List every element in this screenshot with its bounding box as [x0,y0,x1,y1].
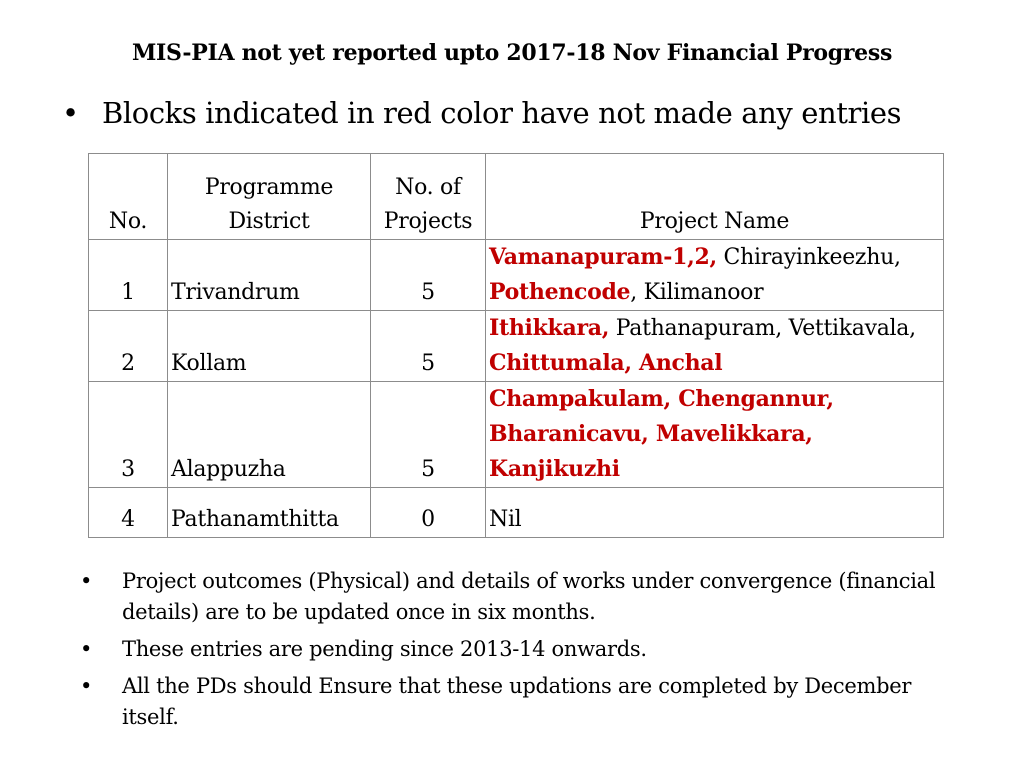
project-name-part: Champakulam, Chengannur, Bharanicavu, Mavelikkara, Kanjikuzhi [489,386,834,482]
project-name-part: Chittumala, Anchal [489,350,723,376]
project-name-part: , Kilimanoor [630,280,764,305]
project-name-part: Pathanapuram, Vettikavala, [609,316,916,341]
row-project-names [486,488,944,538]
row-district: Trivandrum [168,240,371,311]
row-project-names [486,240,944,311]
table-row [89,240,944,311]
row-district: Alappuzha [168,382,371,488]
note-item [80,566,960,628]
row-projects: 5 [371,382,486,488]
row-project-names [486,382,944,488]
header-district: Programme District [168,154,371,240]
project-name-part: Ithikkara, [489,315,610,341]
note-text: Project outcomes (Physical) and details of works under convergence (financial details) are to be updated once in six months. [122,569,936,624]
bullet-dot-icon: • [80,637,93,661]
note-text: All the PDs should Ensure that these updations are completed by December itself. [122,674,912,729]
main-bullet-text: Blocks indicated in red color have not made any entries [102,96,902,130]
bullet-dot-icon: • [62,96,79,130]
table-header-row [89,154,944,240]
slide-title: MIS-PIA not yet reported upto 2017-18 Nov Financial Progress [131,40,893,66]
bullet-dot-icon: • [80,674,93,698]
row-district: Pathanamthitta [168,488,371,538]
project-name-part: Vamanapuram-1,2, [489,244,717,270]
note-text: These entries are pending since 2013-14 onwards. [122,637,647,661]
bullet-dot-icon: • [80,569,93,593]
project-name-part: Pothencode [489,279,631,305]
note-item [80,634,960,665]
table-row [89,311,944,382]
row-no: 2 [89,311,168,382]
note-item [80,671,960,733]
table-row [89,488,944,538]
row-projects: 0 [371,488,486,538]
table-row [89,382,944,488]
row-projects: 5 [371,311,486,382]
row-no: 1 [89,240,168,311]
row-no: 4 [89,488,168,538]
row-project-names [486,311,944,382]
row-district: Kollam [168,311,371,382]
main-bullet [62,96,901,130]
header-projects: No. of Projects [371,154,486,240]
row-projects: 5 [371,240,486,311]
project-name-part: Chirayinkeezhu, [716,245,901,270]
row-no: 3 [89,382,168,488]
project-name-part: Nil [489,507,522,532]
projects-table [88,153,944,538]
notes-list [80,566,960,739]
header-no: No. [89,154,168,240]
header-project-name: Project Name [486,154,944,240]
